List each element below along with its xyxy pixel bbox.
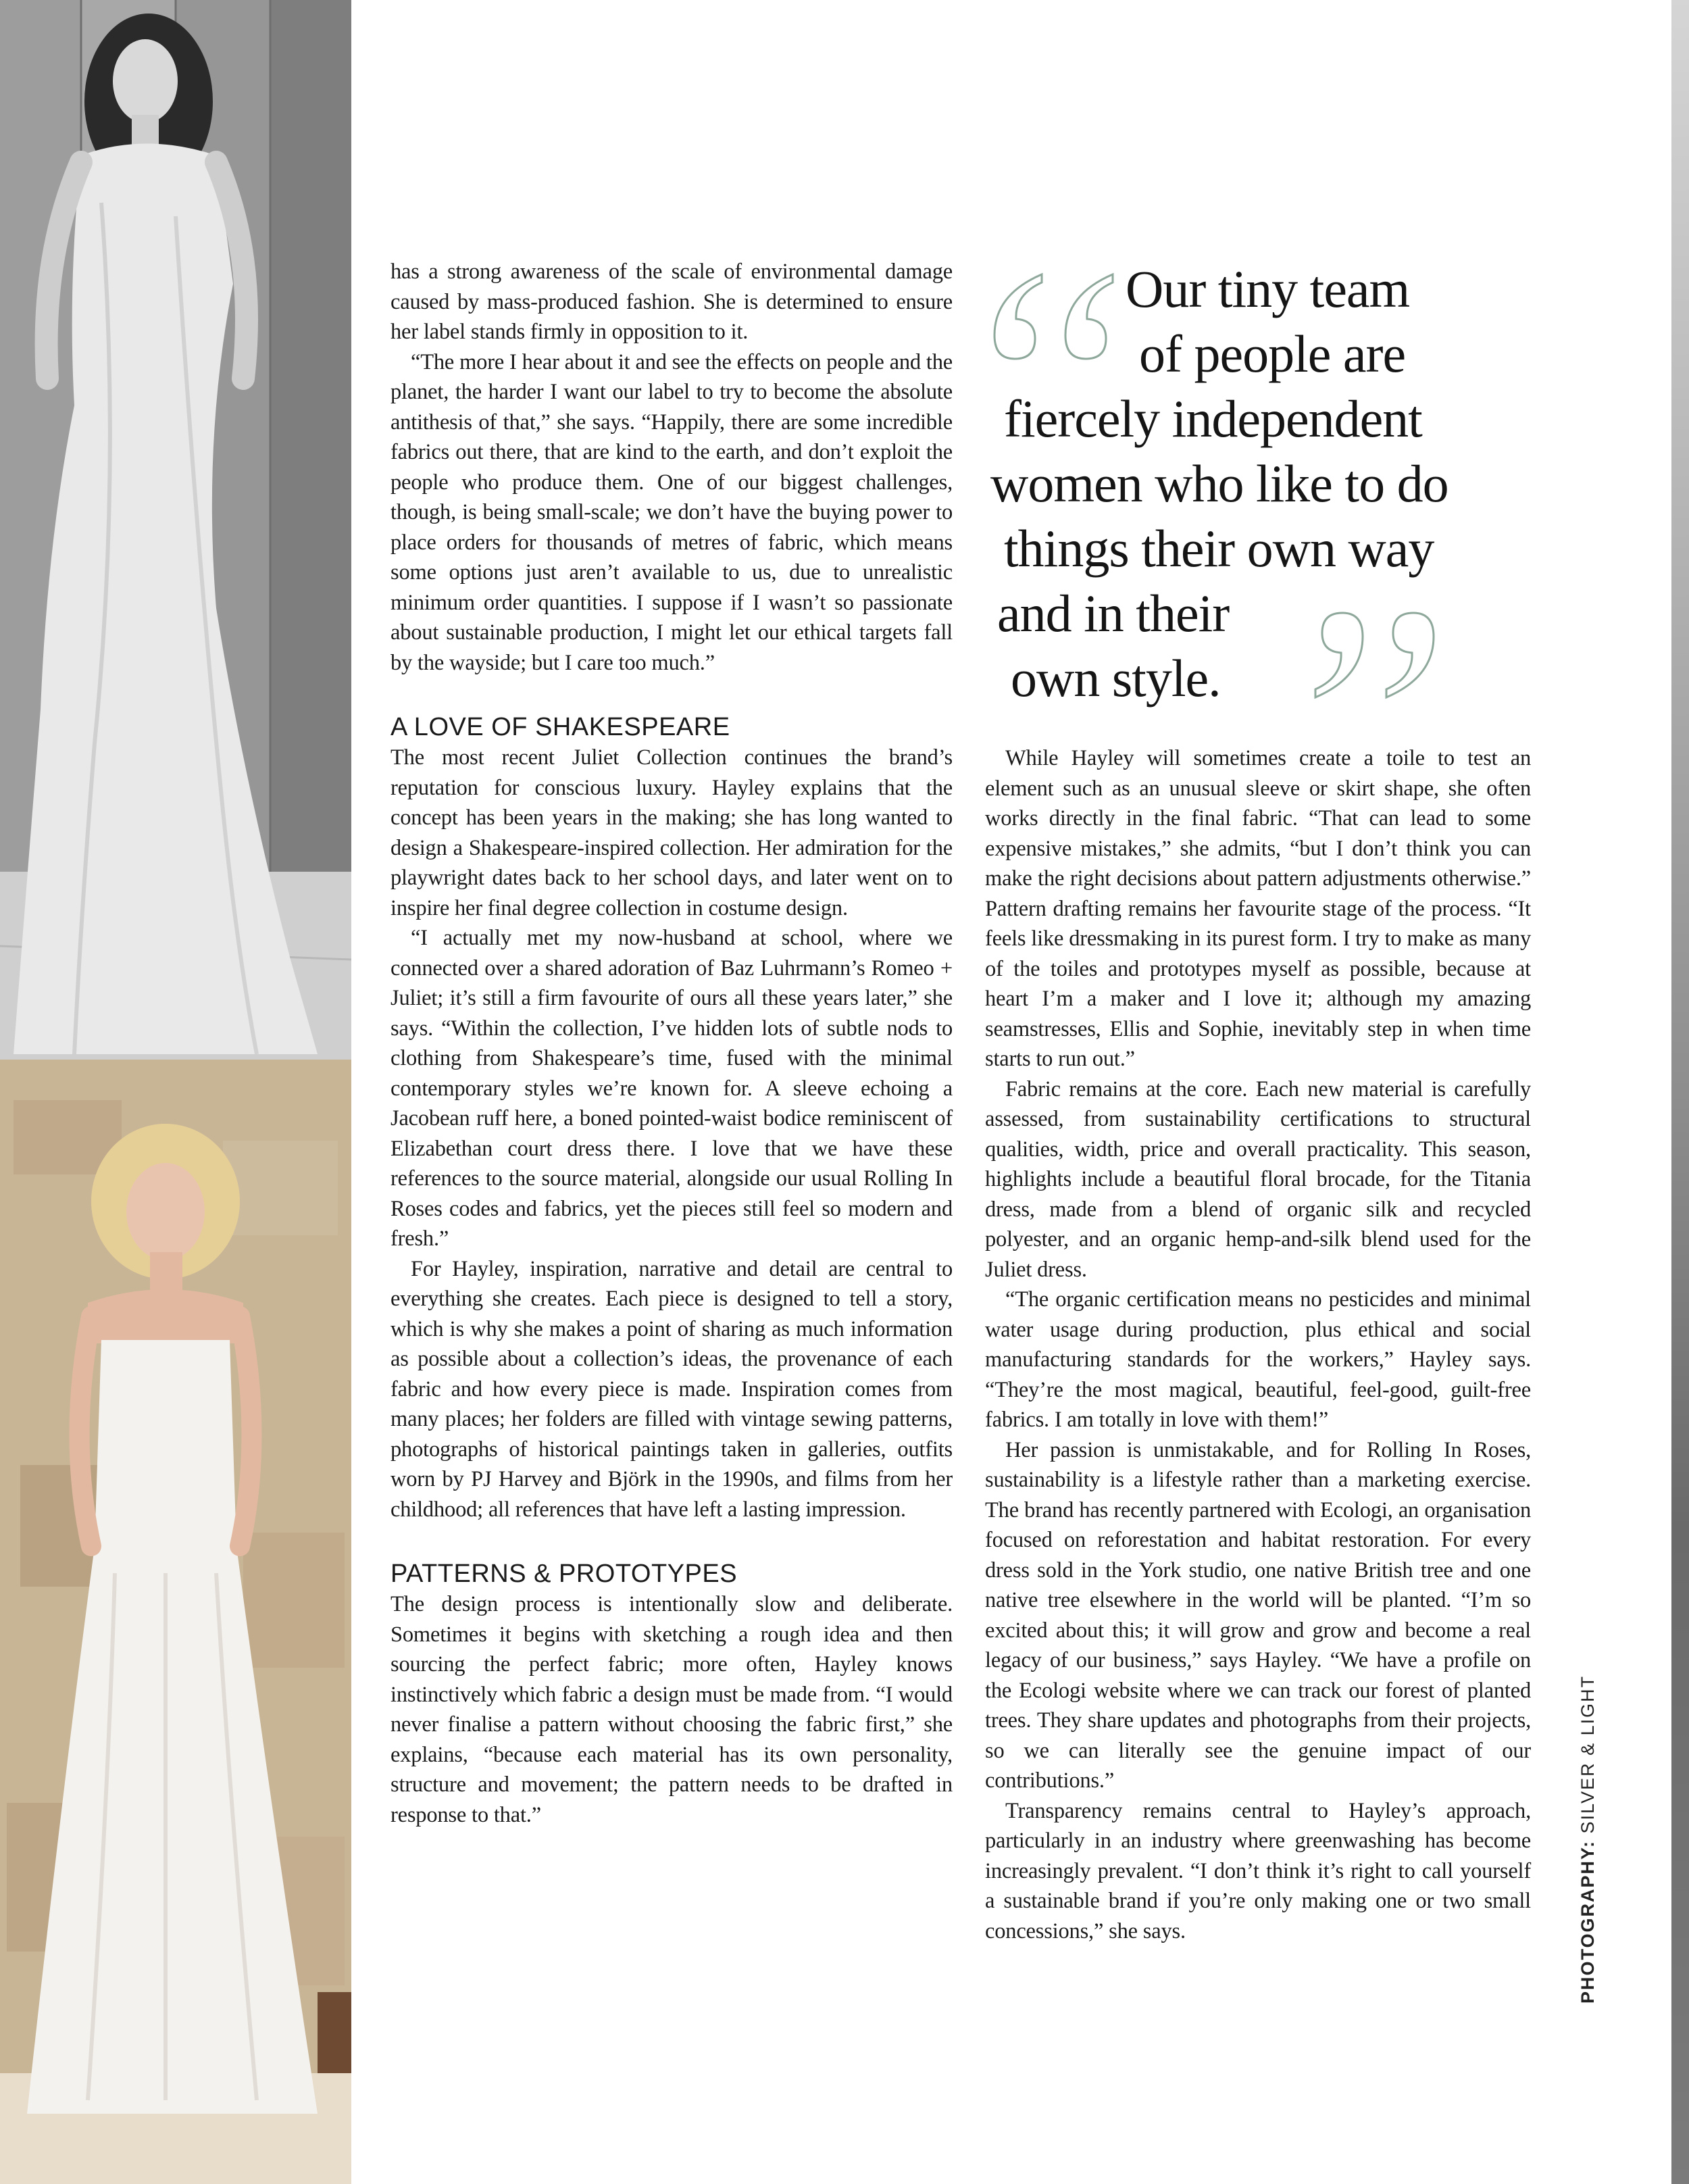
body-paragraph: The design process is intentionally slow and deliberate. Sometimes it begins with sketching a rough idea and then sourcing the perfect fabric; more often, Hayley knows instinctively which fabric a design must be made from. “I would never finalise a pattern without choosing the fabric first,” she explains, “because each material has its own personality, structure and movement; the pattern needs to be drafted in response to that.” <box>390 1592 953 1827</box>
photo-credit-label: PHOTOGRAPHY: <box>1578 1839 1598 2004</box>
next-page-photo-edge <box>1671 0 1689 2184</box>
body-paragraph: “The organic certification means no pesticides and minimal water usage during production, plus ethical and social manufacturing standards for the workers,” Hayley says. “They’re the most magical, beautiful, feel-good, guilt-free fabrics. I am totally in love with them!” <box>985 1287 1531 1432</box>
pull-quote <box>959 257 1554 723</box>
body-paragraph: “The more I hear about it and see the effects on people and the planet, the harder I want our label to try to become the absolute antithesis of that,” she says. “Happily, there are some incredible fabrics out there, that are kind to the earth, and don’t exploit the people who produce them. One of our biggest challenges, though, is being small-scale; we don’t have the buying power to place orders for thousands of metres of fabric, which means some options just aren’t available to us, due to unrealistic minimum order quantities. I suppose if I wasn’t so passionate about sustainable production, I might let our ethical targets fall by the wayside; but I care too much.” <box>390 349 953 675</box>
pull-quote-line: fiercely independent <box>1004 389 1422 448</box>
section-heading-patterns: PATTERNS & PROTOTYPES <box>390 1560 738 1588</box>
pull-quote-line: and in their <box>997 584 1230 643</box>
open-quote-icon <box>981 268 1123 369</box>
article-column-right <box>985 743 1531 1946</box>
body-paragraph: While Hayley will sometimes create a toile to test an element such as an unusual sleeve or skirt shape, she often works directly in the final fabric. “That can lead to some expensive mistakes,” she admits, “but I don’t think you can make the right decisions about pattern adjustments otherwise.” Pattern drafting remains her favourite stage of the process. “It feels like dressmaking in its purest form. I try to make as many of the toiles and prototypes myself as possible, because at heart I’m a maker and I love it; although my amazing seamstresses, Ellis and Sophie, inevitably step in when time starts to run out.” <box>985 746 1531 1071</box>
photo-credit-value: SILVER & LIGHT <box>1578 1674 1598 1834</box>
close-quote-icon <box>1305 603 1447 704</box>
body-paragraph: The most recent Juliet Collection continues the brand’s reputation for conscious luxury. Hayley explains that the concept has been years in the making; she has long wanted to design a Shakespeare-inspired collection. Her admiration for the playwright dates back to her school days, and later went on to inspire her final degree collection in costume design. <box>390 745 953 920</box>
section-heading-shakespeare: A LOVE OF SHAKESPEARE <box>390 713 730 741</box>
pull-quote-line: Our tiny team <box>1126 259 1410 318</box>
pull-quote-line: women who like to do <box>990 454 1448 513</box>
photo-white-satin-gown <box>0 0 351 1060</box>
body-paragraph: Transparency remains central to Hayley’s approach, particularly in an industry where greenwashing has become increasingly prevalent. “I don’t think it’s right to call yourself a sustainable brand if you’re only making one or two small concessions,” she says. <box>985 1798 1531 1943</box>
body-paragraph: Fabric remains at the core. Each new material is carefully assessed, from sustainability certifications to structural qualities, width, price and overall practicality. This season, highlights include a beautiful floral brocade, for the Titania dress, made from a blend of organic silk and recycled polyester, and an organic hemp-and-silk blend used for the Juliet dress. <box>985 1076 1531 1282</box>
photo-bottom-illustration <box>0 1060 351 2184</box>
body-paragraph: Her passion is unmistakable, and for Rolling In Roses, sustainability is a lifestyle rather than a marketing exercise. The brand has recently partnered with Ecologi, an organisation focused on reforestation and habitat restoration. For every dress sold in the York studio, one native British tree and one native tree elsewhere in the world will be planted. “I’m so excited about this; it will grow and grow and become a real legacy of our business,” says Hayley. “We have a profile on the Ecologi website where we can track our forest of planted trees. They share updates and photographs from their projects, so we can literally see the genuine impact of our contributions.” <box>985 1437 1531 1793</box>
pull-quote-line: things their own way <box>1004 519 1434 578</box>
photo-top-illustration <box>0 0 351 1060</box>
body-paragraph: has a strong awareness of the scale of environmental damage caused by mass-produced fashion. She is determined to ensure her label stands firmly in opposition to it. <box>390 259 953 344</box>
body-paragraph: “I actually met my now-husband at school, where we connected over a shared adoration of Baz Luhrmann’s Romeo + Juliet; it’s still a firm favourite of ours all these years later,” she says. “Within the collection, I’ve hidden lots of subtle nods to clothing from Shakespeare’s time, fused with the minimal contemporary styles we’re known for. A sleeve echoing a Jacobean ruff here, a boned pointed-waist bodice reminiscent of Elizabethan court dress there. I love that we have these references to the source material, alongside our usual Rolling In Roses codes and fabrics, yet the pieces still feel so modern and fresh.” <box>390 926 953 1251</box>
article-column-left <box>390 257 953 1830</box>
pull-quote-line: of people are <box>1139 324 1406 383</box>
body-paragraph: For Hayley, inspiration, narrative and detail are central to everything she creates. Each piece is designed to tell a story, which is why she makes a point of sharing as much information as possible about a collection’s ideas, the provenance of each fabric and how every piece is made. Inspiration comes from many places; her folders are filled with vintage sewing patterns, photographs of historical paintings taken in galleries, outfits worn by PJ Harvey and Björk in the 1990s, and films from her childhood; all references that have left a lasting impression. <box>390 1256 953 1522</box>
photo-credit <box>1578 1675 1598 2004</box>
photo-strapless-gown <box>0 1060 351 2184</box>
pull-quote-line: own style. <box>1011 649 1221 708</box>
